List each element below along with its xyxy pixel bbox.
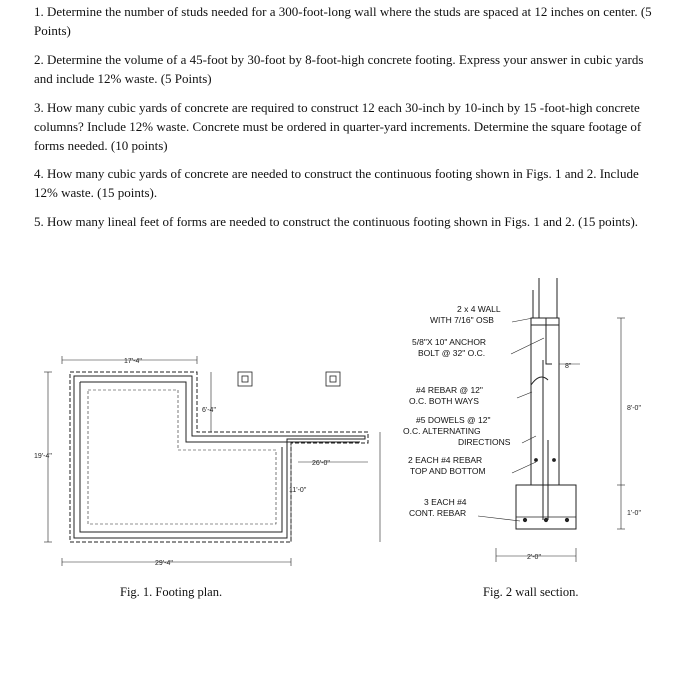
dim-bottom-right: 11'-0" — [289, 487, 307, 494]
question-5: 5. How many lineal feet of forms are needed to construct the continuous footing shown in Figs. 1 and 2. (15 points). — [34, 214, 639, 229]
dim-bottom: 29'-4" — [155, 560, 173, 567]
dim-left: 19'-4" — [34, 453, 52, 460]
dim-wall-thk: 8" — [565, 363, 572, 370]
label-bolt-1: 5/8"X 10" ANCHOR — [412, 337, 487, 347]
fig2-caption: Fig. 2 wall section. — [483, 585, 579, 599]
label-bolt-2: BOLT @ 32" O.C. — [418, 348, 486, 358]
dim-inner: 6'-4" — [202, 407, 216, 414]
question-1: 1. Determine the number of studs needed for a 300-foot-long wall where the studs are spaced at 12 inches on center. (5 Points) — [34, 4, 652, 38]
label-dowel-3: DIRECTIONS — [458, 437, 511, 447]
label-wall-2: WITH 7/16" OSB — [430, 315, 494, 325]
dim-right: 26'-0" — [312, 460, 330, 467]
dim-top: 17'-4" — [124, 358, 142, 365]
wall-section — [478, 278, 625, 562]
dim-ftg-h: 1'-0" — [627, 510, 641, 517]
label-wall-1: 2 x 4 WALL — [457, 304, 501, 314]
label-each-2: TOP AND BOTTOM — [410, 466, 486, 476]
label-cont-2: CONT. REBAR — [409, 508, 467, 518]
label-rebar-1: #4 REBAR @ 12" — [416, 385, 483, 395]
question-4: 4. How many cubic yards of concrete are needed to construct the continuous footing shown in Figs. 1 and 2. Include 12% waste. (15 points). — [34, 166, 639, 200]
label-cont-1: 3 EACH #4 — [424, 497, 467, 507]
label-rebar-2: O.C. BOTH WAYS — [409, 396, 479, 406]
label-dowel-2: O.C. ALTERNATING — [403, 426, 481, 436]
fig1-caption: Fig. 1. Footing plan. — [120, 585, 223, 599]
label-each-1: 2 EACH #4 REBAR — [408, 455, 483, 465]
question-3: 3. How many cubic yards of concrete are required to construct 12 each 30-inch by 10-inch by 15 -foot-high concrete columns? Include 12% waste. Concrete must be ordered in quarter-yard increments. Determine the square footage of forms needed. (10 points) — [34, 100, 642, 153]
dim-ftg-w: 2'-0" — [527, 554, 541, 561]
dim-wall-h: 8'-0" — [627, 405, 641, 412]
label-dowel-1: #5 DOWELS @ 12" — [416, 415, 491, 425]
question-2: 2. Determine the volume of a 45-foot by 30-foot by 8-foot-high concrete footing. Express your answer in cubic yards and include 12% waste. (5 Points) — [34, 52, 644, 86]
